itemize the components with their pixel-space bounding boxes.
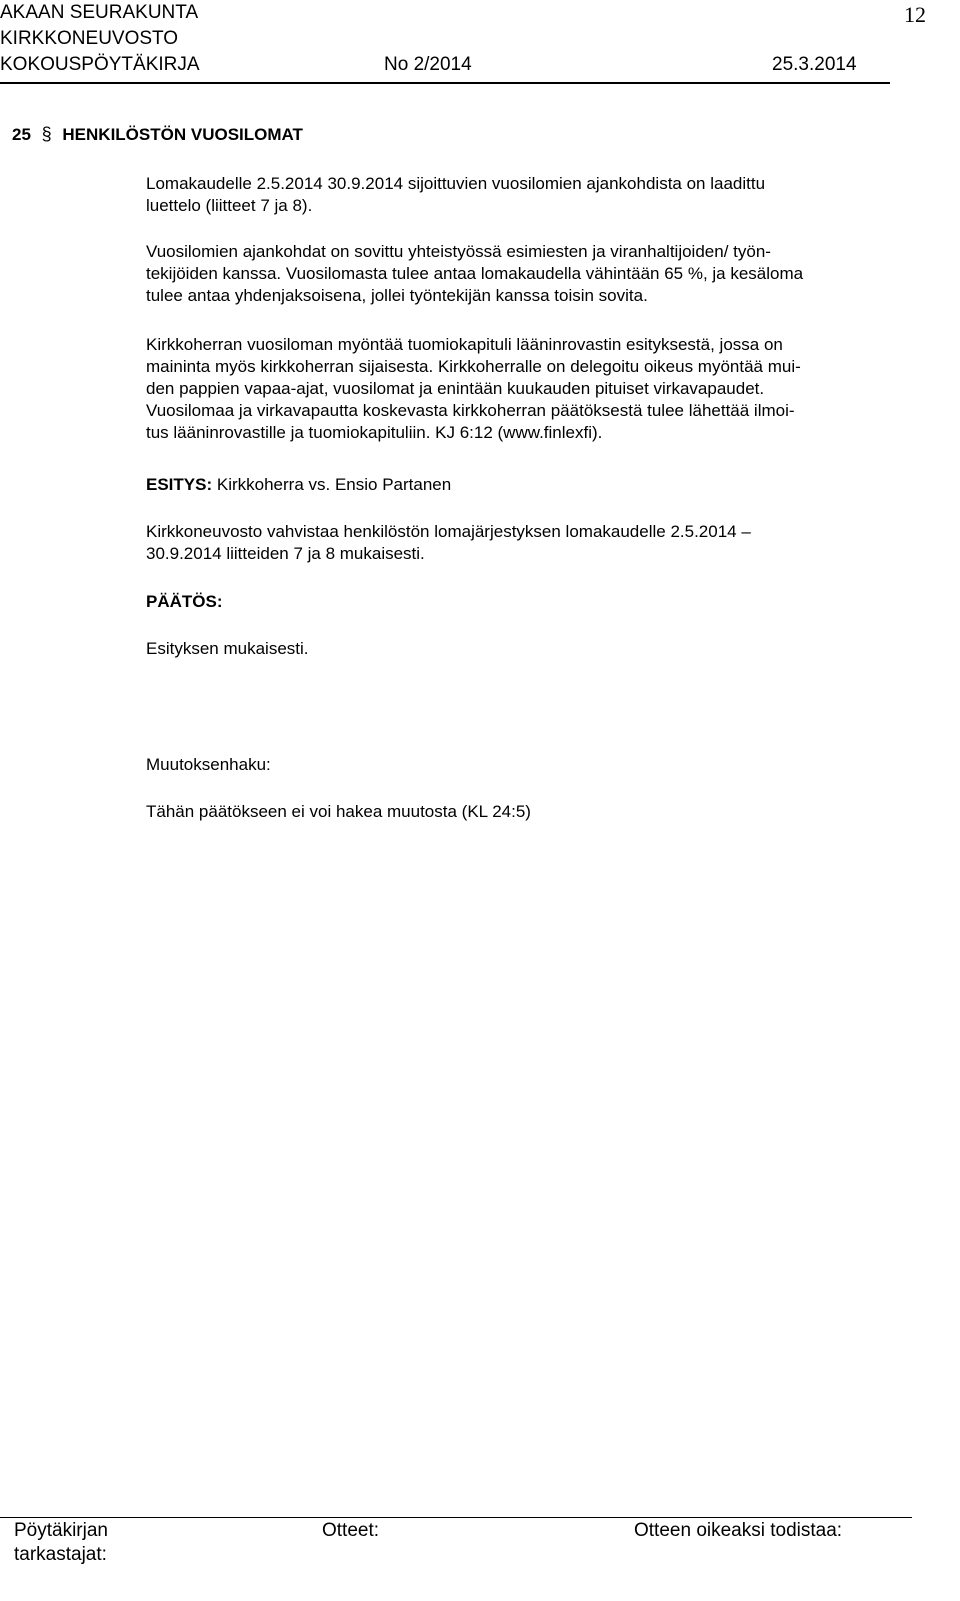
footer-reviewers-line2: tarkastajat:	[14, 1544, 107, 1565]
proposal-line	[146, 474, 451, 496]
paragraph-line: den pappien vapaa-ajat, vuosilomat ja enintään kuukauden pituiset virkavapaudet.	[146, 379, 765, 398]
header-date: 25.3.2014	[772, 54, 857, 75]
proposal-presenter: Kirkkoherra vs. Ensio Partanen	[216, 475, 452, 494]
header-doc-type: KOKOUSPÖYTÄKIRJA	[0, 54, 200, 75]
section-heading	[12, 124, 303, 145]
header-doc-number: No 2/2014	[384, 54, 472, 75]
header-org: AKAAN SEURAKUNTA	[0, 2, 199, 23]
paragraph-line: Vuosilomaa ja virkavapautta koskevasta kirkkoherran päätöksestä tulee lähettää ilmoi-	[146, 401, 795, 420]
section-number: 25	[12, 125, 31, 144]
paragraph-line: Vuosilomien ajankohdat on sovittu yhteistyössä esimiesten ja viranhaltijoiden/ työn-	[146, 242, 771, 261]
paragraph-line: luettelo (liitteet 7 ja 8).	[146, 196, 313, 215]
paragraph-2	[146, 241, 803, 307]
section-title: HENKILÖSTÖN VUOSILOMAT	[62, 125, 303, 144]
paragraph-line: Kirkkoherran vuosiloman myöntää tuomiokapituli lääninrovastin esityksestä, jossa on	[146, 335, 783, 354]
footer-reviewers-line1: Pöytäkirjan	[14, 1520, 108, 1541]
paragraph-line: 30.9.2014 liitteiden 7 ja 8 mukaisesti.	[146, 544, 425, 563]
footer-certification: Otteen oikeaksi todistaa:	[634, 1520, 843, 1541]
page-number: 12	[904, 2, 926, 27]
paragraph-line: maininta myös kirkkoherran sijaisesta. Kirkkoherralle on delegoitu oikeus myöntää mui-	[146, 357, 801, 376]
paragraph-line: tekijöiden kanssa. Vuosilomasta tulee antaa lomakaudella vähintään 65 %, ja kesäloma	[146, 264, 804, 283]
proposal-body	[146, 521, 751, 565]
appeal-text: Tähän päätökseen ei voi hakea muutosta (KL 24:5)	[146, 802, 531, 821]
appeal-label: Muutoksenhaku:	[146, 755, 271, 774]
header-body: KIRKKONEUVOSTO	[0, 28, 179, 49]
footer-reviewers	[14, 1519, 108, 1567]
header-rule	[0, 82, 890, 84]
proposal-label: ESITYS:	[146, 475, 213, 494]
section-sign: §	[41, 124, 52, 144]
footer-extracts: Otteet:	[322, 1520, 380, 1541]
decision-label: PÄÄTÖS:	[146, 592, 223, 611]
decision-text: Esityksen mukaisesti.	[146, 639, 309, 658]
paragraph-3	[146, 334, 801, 444]
paragraph-line: Lomakaudelle 2.5.2014 30.9.2014 sijoittuvien vuosilomien ajankohdista on laadittu	[146, 174, 766, 193]
paragraph-1	[146, 173, 765, 217]
paragraph-line: tulee antaa yhdenjaksoisena, jollei työntekijän kanssa toisin sovita.	[146, 286, 648, 305]
paragraph-line: tus lääninrovastille ja tuomiokapituliin. KJ 6:12 (www.finlexfi).	[146, 423, 603, 442]
footer-rule	[0, 1517, 912, 1518]
paragraph-line: Kirkkoneuvosto vahvistaa henkilöstön lomajärjestyksen lomakaudelle 2.5.2014 –	[146, 522, 751, 541]
